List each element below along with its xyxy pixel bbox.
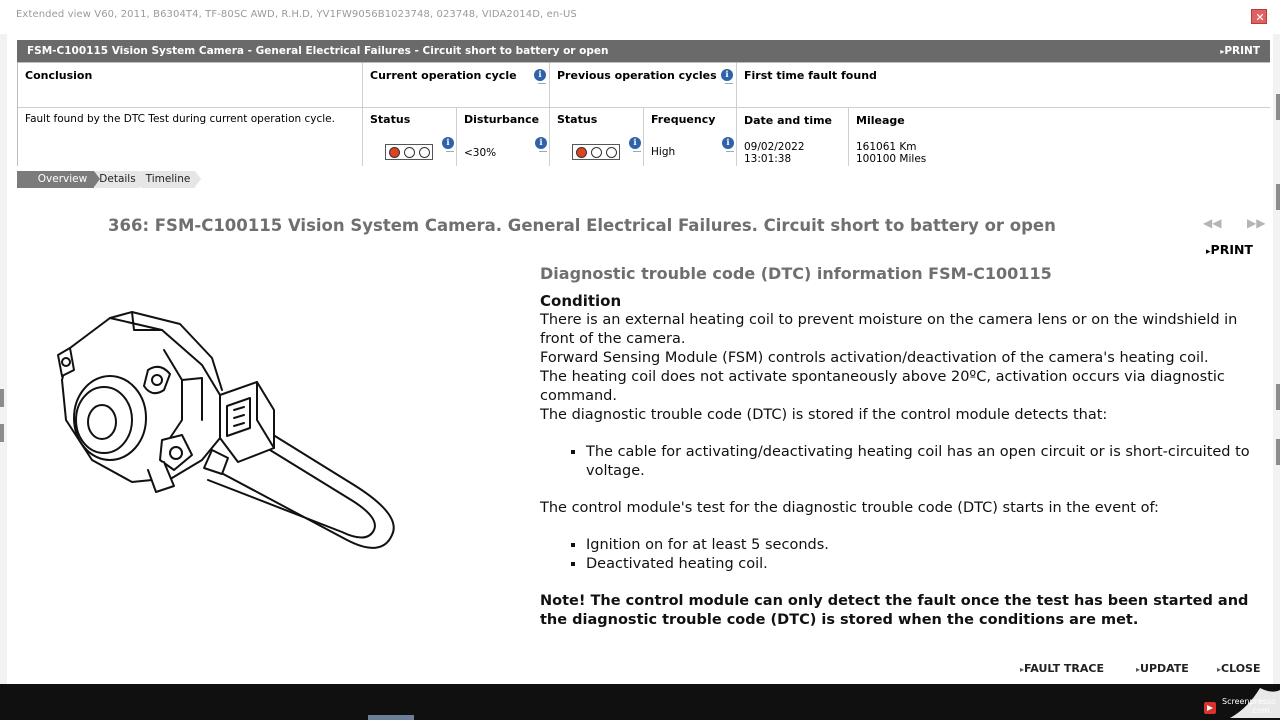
status-traffic-light (385, 144, 433, 160)
right-scrollbar[interactable] (1273, 34, 1280, 684)
double-chevron-right-icon[interactable]: ▶▶ (1247, 216, 1266, 230)
taskbar (0, 684, 1280, 720)
frequency-label: Frequency (651, 113, 716, 126)
condition-heading: Condition (540, 292, 622, 310)
fault-trace-button[interactable]: ▸ FAULT TRACE (1020, 662, 1104, 675)
document-title: 366: FSM-C100115 Vision System Camera. General Electrical Failures. Circuit short to battery or open (108, 216, 1056, 235)
tab-timeline[interactable] (141, 171, 196, 188)
status-light-off (404, 147, 415, 158)
bottom-actions (1018, 662, 1280, 678)
status-light-red (576, 147, 587, 158)
test-start-list (586, 536, 1270, 574)
close-window-button[interactable] (1251, 9, 1267, 24)
mileage-km: 161061 Km (856, 141, 917, 153)
current-cycle-label: Current operation cycle (370, 69, 517, 82)
camera-illustration (52, 310, 404, 558)
status-light-off (606, 147, 617, 158)
status-light-off (591, 147, 602, 158)
watermark-line2: .com (1250, 706, 1270, 715)
status-light-red (389, 147, 400, 158)
status-label: Status (370, 113, 411, 126)
close-icon (1257, 14, 1263, 20)
first-fault-label: First time fault found (744, 69, 877, 82)
taskbar-active-item[interactable] (368, 715, 414, 720)
date-time-cell (737, 108, 849, 166)
double-chevron-left-icon[interactable]: ◀◀ (1203, 216, 1222, 230)
info-icon[interactable]: i (534, 69, 546, 81)
condition-paragraph: Forward Sensing Module (FSM) controls activation/deactivation of the camera's heating coil. (540, 350, 1209, 366)
disturbance-value: <30% (464, 147, 497, 159)
previous-status-traffic-light (572, 144, 620, 160)
previous-status-cell (550, 108, 644, 166)
previous-cycles-label: Previous operation cycles (557, 69, 717, 82)
conclusion-header-cell (18, 63, 363, 108)
disturbance-label: Disturbance (464, 113, 540, 126)
close-button[interactable]: ▸ CLOSE (1217, 662, 1261, 675)
tab-bar (17, 171, 417, 188)
current-status-cell (363, 108, 457, 166)
fault-info-table (17, 62, 1270, 166)
note-text: Note! The control module can only detect the fault once the test has been started and the diagnostic trouble code (DTC) is stored when the conditions are met. (540, 593, 1249, 628)
scrollbar-marker (1276, 439, 1280, 465)
current-cycle-header-cell (363, 63, 550, 108)
watermark-line1: Screenpresso (1222, 697, 1276, 706)
window-title: Extended view V60, 2011, B6304T4, TF-80SC AWD, R.H.D, YV1FW9056B1023748, 023748, VIDA2014D, en-US (16, 9, 577, 20)
previous-cycles-header-cell (550, 63, 737, 108)
scrollbar-marker (1276, 384, 1280, 410)
fault-title: FSM-C100115 Vision System Camera - General Electrical Failures - Circuit short to battery or open (27, 45, 609, 57)
update-button[interactable]: ▸ UPDATE (1136, 662, 1189, 675)
document-content (540, 264, 1270, 630)
left-edge-marker (0, 424, 4, 442)
conclusion-label: Conclusion (25, 69, 93, 82)
dtc-heading: Diagnostic trouble code (DTC) information FSM-C100115 (540, 264, 1052, 283)
date-time-label: Date and time (744, 114, 833, 127)
condition-paragraph: The heating coil does not activate spontaneously above 20ºC, activation occurs via diagnostic command. (540, 369, 1225, 404)
info-icon[interactable]: i (722, 137, 734, 149)
status-light-off (419, 147, 430, 158)
tab-overview[interactable] (17, 171, 95, 188)
frequency-value: High (651, 146, 676, 158)
disturbance-cell (457, 108, 550, 166)
detection-list (586, 443, 1270, 481)
watermark-text (1222, 697, 1276, 715)
scrollbar-marker (1276, 184, 1280, 210)
left-edge-marker (0, 389, 4, 407)
time-value: 13:01:38 (744, 153, 792, 165)
mileage-cell (849, 108, 1270, 166)
scrollbar-thumb[interactable] (1276, 94, 1280, 120)
previous-status-label: Status (557, 113, 598, 126)
date-value: 09/02/2022 (744, 141, 805, 153)
frequency-cell (644, 108, 737, 166)
tab-timeline-label: Timeline (145, 173, 191, 185)
list-item: ▪ Ignition on for at least 5 seconds. (586, 536, 1270, 555)
header-print-button[interactable]: ▸ PRINT (1220, 45, 1260, 57)
tab-overview-label: Overview (37, 173, 88, 185)
condition-paragraph: The diagnostic trouble code (DTC) is stored if the control module detects that: (540, 407, 1108, 423)
condition-paragraph: There is an external heating coil to prevent moisture on the camera lens or on the windshield in front of the camera. (540, 312, 1238, 347)
window-title-bar (0, 0, 1280, 34)
info-icon[interactable]: i (721, 69, 733, 81)
conclusion-text: Fault found by the DTC Test during current operation cycle. (25, 113, 335, 125)
left-edge-scroll (0, 34, 7, 684)
mileage-miles: 100100 Miles (856, 153, 927, 165)
mileage-label: Mileage (856, 114, 905, 127)
first-fault-header-cell (737, 63, 1270, 108)
list-item: ▪ Deactivated heating coil. (586, 555, 1270, 574)
info-icon[interactable]: i (442, 137, 454, 149)
conclusion-cell (18, 108, 363, 166)
info-icon[interactable]: i (535, 137, 547, 149)
tab-details[interactable] (95, 171, 141, 188)
document-print-button[interactable]: ▸ PRINT (1206, 242, 1253, 257)
info-icon[interactable]: i (629, 137, 641, 149)
list-item: ▪ The cable for activating/deactivating heating coil has an open circuit or is short-circuited to voltage. (586, 443, 1270, 481)
fault-header (17, 40, 1270, 62)
test-start-paragraph: The control module's test for the diagnostic trouble code (DTC) starts in the event of: (540, 500, 1159, 516)
tab-details-label: Details (99, 173, 136, 185)
